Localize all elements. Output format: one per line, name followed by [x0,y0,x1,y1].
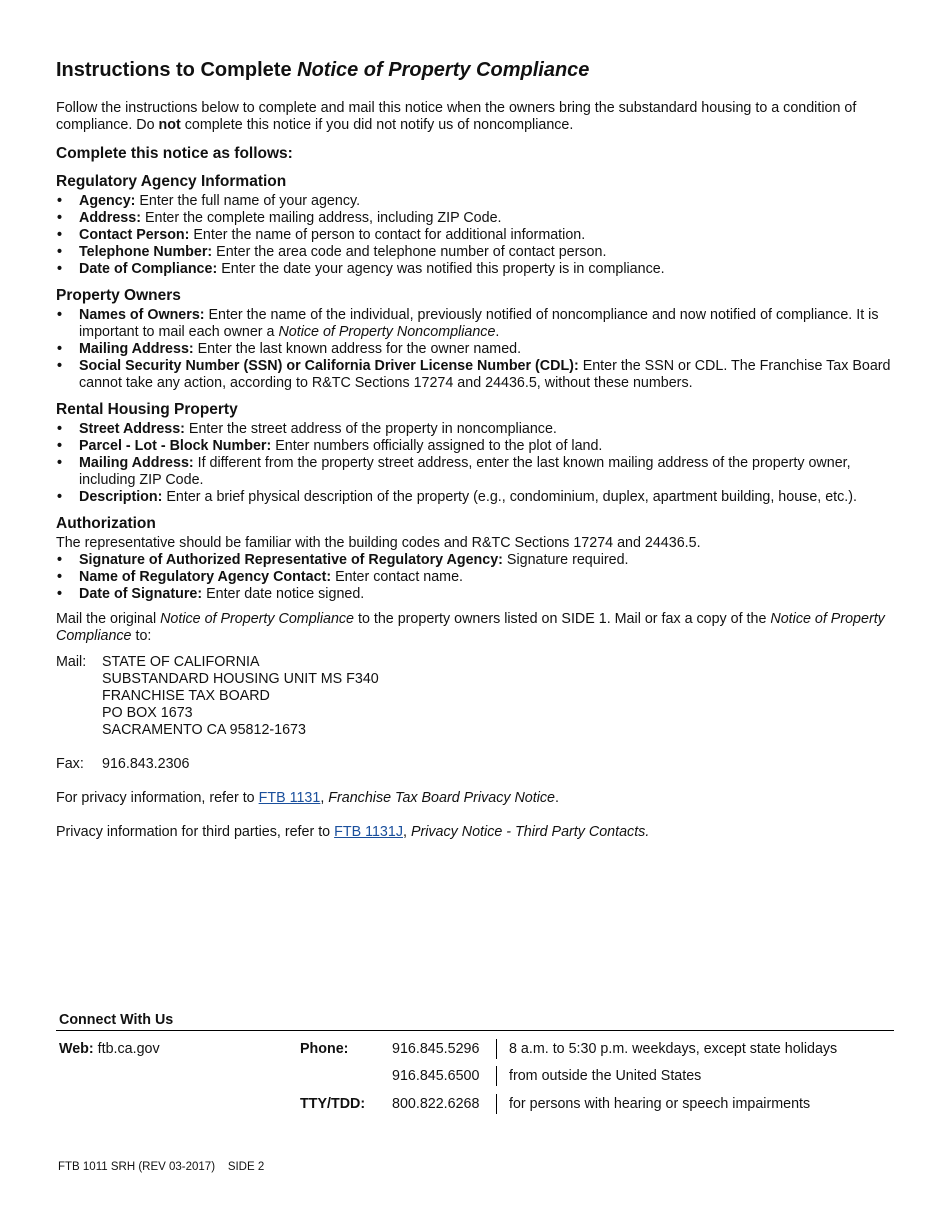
regulatory-heading: Regulatory Agency Information [56,173,287,190]
mail-address: STATE OF CALIFORNIA SUBSTANDARD HOUSING UNIT MS F340 FRANCHISE TAX BOARD PO BOX 1673 SACRAMENTO CA 95812-1673 [102,654,379,738]
ftb-1131-link[interactable]: FTB 1131 [258,790,321,806]
authorization-list [56,552,896,603]
phone-label: Phone: [300,1041,349,1057]
tty-label: TTY/TDD: [300,1096,366,1112]
list-item: • Agency: Enter the full name of your agency. [56,193,896,210]
phone-description: from outside the United States [509,1068,702,1084]
list-item: • Signature of Authorized Representative of Regulatory Agency: Signature required. [56,552,896,569]
divider [496,1039,497,1059]
mail-label: Mail: [56,654,87,670]
rental-heading: Rental Housing Property [56,401,238,418]
list-item: • Telephone Number: Enter the area code and telephone number of contact person. [56,244,896,261]
regulatory-list [56,193,896,278]
fax-block [56,756,896,773]
connect-heading: Connect With Us [56,1012,894,1031]
mail-address-block [56,654,896,739]
tty-number: 800.822.6268 [392,1096,480,1112]
form-footer: FTB 1011 SRH (REV 03-2017) SIDE 2 [58,1161,265,1173]
tty-description: for persons with hearing or speech impairments [509,1096,811,1112]
list-item: • Address: Enter the complete mailing address, including ZIP Code. [56,210,896,227]
fax-label: Fax: [56,756,84,772]
phone-number: 916.845.6500 [392,1068,480,1084]
fax-number: 916.843.2306 [102,756,190,772]
page-title: Instructions to Complete Notice of Property Compliance [56,59,590,81]
complete-heading: Complete this notice as follows: [56,145,293,162]
privacy-notice: For privacy information, refer to FTB 1131, Franchise Tax Board Privacy Notice. [56,790,559,806]
instructions-page [56,58,896,841]
rental-list [56,421,896,506]
phone-number: 916.845.5296 [392,1041,480,1057]
ftb-1131j-link[interactable]: FTB 1131J [334,824,403,840]
list-item: • Parcel - Lot - Block Number: Enter numbers officially assigned to the plot of land. [56,438,896,455]
list-item: • Mailing Address: Enter the last known address for the owner named. [56,341,896,358]
phone-hours: 8 a.m. to 5:30 p.m. weekdays, except state holidays [509,1041,838,1057]
authorization-heading: Authorization [56,515,156,532]
web-url[interactable]: ftb.ca.gov [93,1041,160,1057]
list-item: • Street Address: Enter the street address of the property in noncompliance. [56,421,896,438]
divider [496,1094,497,1114]
list-item: • Name of Regulatory Agency Contact: Enter contact name. [56,569,896,586]
owners-list [56,307,896,392]
list-item: • Contact Person: Enter the name of person to contact for additional information. [56,227,896,244]
list-item: • Names of Owners: Enter the name of the individual, previously notified of noncompliance and now notified of compliance. It is important to mail each owner a Notice of Property Noncompliance. [56,307,896,341]
web-info: Web: ftb.ca.gov [59,1041,160,1057]
divider [496,1066,497,1086]
intro-paragraph: Follow the instructions below to complete and mail this notice when the owners bring the substandard housing to a condition of compliance. Do not complete this notice if you did not notify us of noncompliance. [56,100,857,133]
list-item: • Mailing Address: If different from the property street address, enter the last known mailing address of the property owner, including ZIP Code. [56,455,896,489]
list-item: • Social Security Number (SSN) or California Driver License Number (CDL): Enter the SSN or CDL. The Franchise Tax Board cannot take any action, according to R&TC Sections 17274 and 24436.5, without these numbers. [56,358,896,392]
connect-with-us [56,1012,894,1031]
list-item: • Description: Enter a brief physical description of the property (e.g., condominium, duplex, apartment building, house, etc.). [56,489,896,506]
mail-instructions: Mail the original Notice of Property Compliance to the property owners listed on SIDE 1. Mail or fax a copy of the Notice of Property Compliance to: [56,611,885,644]
owners-heading: Property Owners [56,287,181,304]
authorization-text: The representative should be familiar with the building codes and R&TC Sections 17274 and 24436.5. [56,535,701,551]
third-party-privacy-notice: Privacy information for third parties, refer to FTB 1131J, Privacy Notice - Third Party Contacts. [56,824,650,840]
list-item: • Date of Compliance: Enter the date your agency was notified this property is in compliance. [56,261,896,278]
list-item: • Date of Signature: Enter date notice signed. [56,586,896,603]
